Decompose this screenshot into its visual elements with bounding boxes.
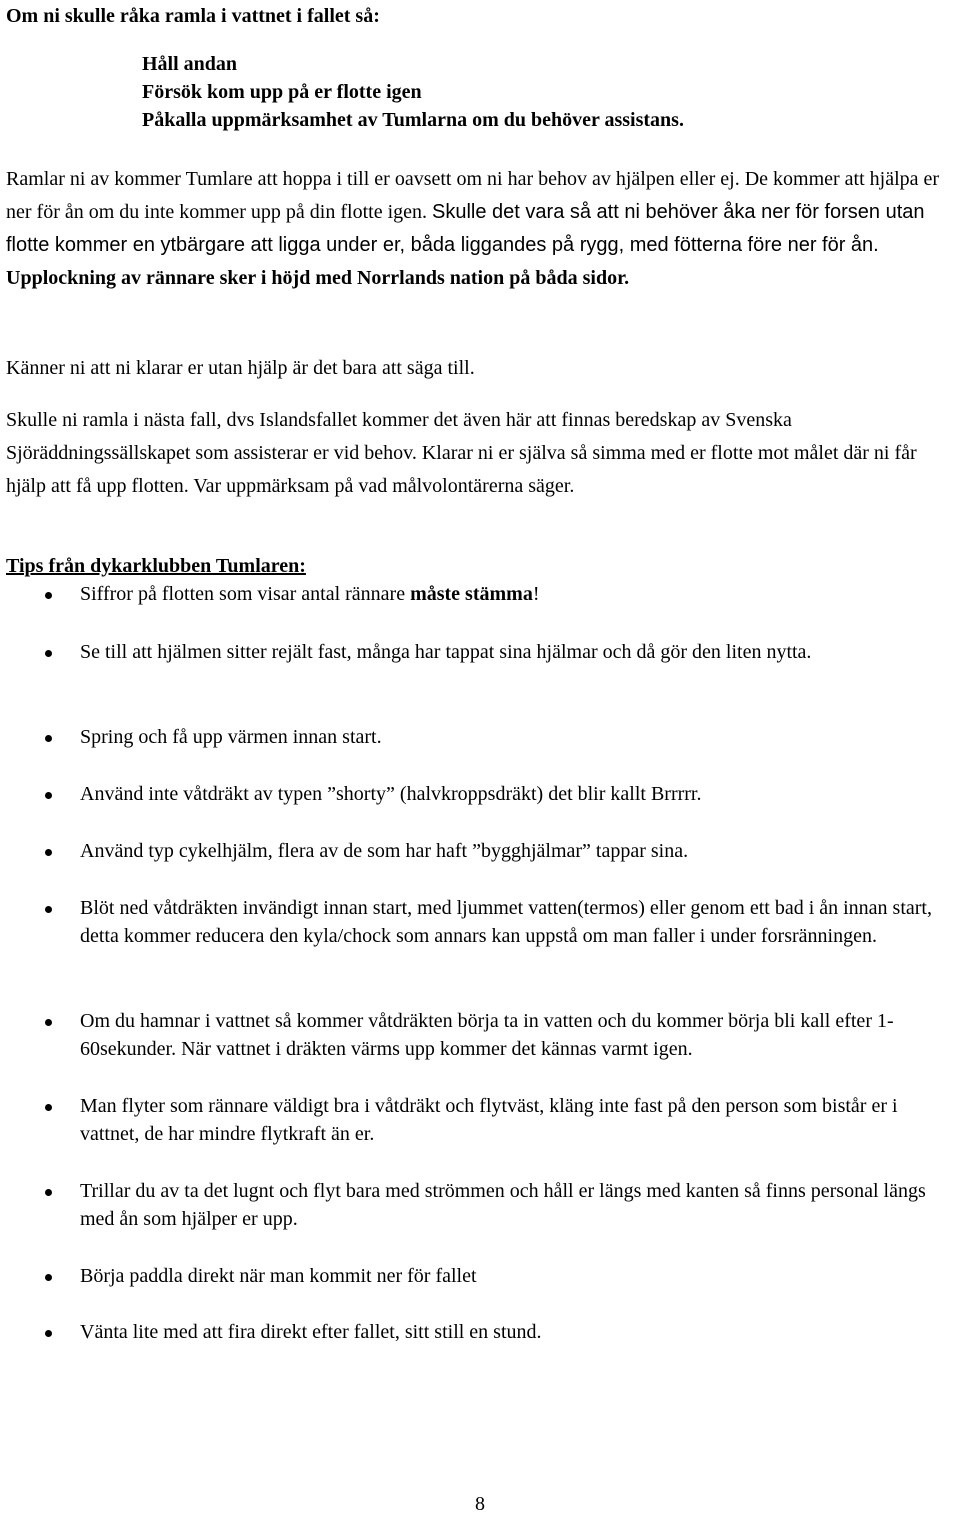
bullet-icon <box>42 1177 54 1205</box>
help-paragraph: Känner ni att ni klarar er utan hjälp är det bara att säga till. <box>6 357 475 379</box>
section-heading: Om ni skulle råka ramla i vattnet i fallet så: <box>6 5 380 27</box>
islandsfallet-sentence-2: Klarar ni er själva så simma med er flotte mot målet där ni får hjälp att få upp flotten. Var uppmärksam på vad målvolontärerna säger. <box>6 442 917 497</box>
bullet-icon <box>42 1318 54 1346</box>
rescue-paragraph <box>6 163 952 295</box>
tip-text: Använd typ cykelhjälm, flera av de som har haft ”bygghjälmar” tappar sina. <box>80 840 689 862</box>
tip-text: Spring och få upp värmen innan start. <box>80 726 382 748</box>
bullet-icon <box>42 780 54 808</box>
rescue-sentence-3: Upplockning av rännare sker i höjd med Norrlands nation på båda sidor. <box>6 267 630 289</box>
bullet-icon <box>42 1092 54 1120</box>
rescue-sentence-2: Skulle det vara så att ni behöver åka ner för forsen utan flotte kommer en ytbärgare att ligga under er, båda liggandes på rygg, med fötterna före ner för ån. <box>6 201 925 256</box>
bullet-icon <box>42 638 54 666</box>
bullet-icon <box>42 894 54 922</box>
tip-text: Siffror på flotten som visar antal rännare måste stämma! <box>80 583 540 605</box>
rescue-sentence-1: Ramlar ni av kommer Tumlare att hoppa i till er oavsett om ni har behov av hjälpen eller ej. De kommer att hjälpa er ner för ån om du inte kommer upp på din flotte igen. <box>6 168 940 223</box>
bullet-icon <box>42 837 54 865</box>
tip-text: Om du hamnar i vattnet så kommer våtdräkten börja ta in vatten och du kommer börja bli kall efter 1-60sekunder. När vattnet i dräkten värms upp kommer det kännas varmt igen. <box>80 1010 894 1060</box>
tip-text: Använd inte våtdräkt av typen ”shorty” (halvkroppsdräkt) det blir kallt Brrrrr. <box>80 783 702 805</box>
emergency-steps <box>142 50 684 134</box>
tips-heading: Tips från dykarklubben Tumlaren: <box>6 555 306 577</box>
tip-text: Vänta lite med att fira direkt efter fallet, sitt still en stund. <box>80 1321 542 1343</box>
tip-text: Blöt ned våtdräkten invändigt innan start, med ljummet vatten(termos) eller genom ett bad i ån innan start, detta kommer reducera den kyla/chock som annars kan uppstå om man faller i under forsränningen. <box>80 897 932 947</box>
step-call-attention: Påkalla uppmärksamhet av Tumlarna om du behöver assistans. <box>142 109 684 131</box>
bullet-icon <box>42 580 54 608</box>
tip-emphasis: måste stämma <box>410 583 533 605</box>
page-number: 8 <box>475 1493 485 1515</box>
bullet-icon <box>42 1007 54 1035</box>
tip-text: Man flyter som rännare väldigt bra i våtdräkt och flytväst, kläng inte fast på den person som bistår er i vattnet, de har mindre flytkraft än er. <box>80 1095 898 1145</box>
bullet-icon <box>42 723 54 751</box>
islandsfallet-sentence-1: Skulle ni ramla i nästa fall, dvs Islandsfallet kommer det även här att finnas beredskap av Svenska Sjöräddningssällskapet som assisterar er vid behov. <box>6 409 792 464</box>
step-climb-back: Försök kom upp på er flotte igen <box>142 81 422 103</box>
tip-text: Trillar du av ta det lugnt och flyt bara med strömmen och håll er längs med kanten så finns personal längs med ån som hjälper er upp. <box>80 1180 926 1230</box>
bullet-icon <box>42 1262 54 1290</box>
islandsfallet-paragraph <box>6 404 954 503</box>
tip-text: Börja paddla direkt när man kommit ner för fallet <box>80 1265 477 1287</box>
tip-text: Se till att hjälmen sitter rejält fast, många har tappat sina hjälmar och då gör den liten nytta. <box>80 641 812 663</box>
step-hold-breath: Håll andan <box>142 53 238 75</box>
